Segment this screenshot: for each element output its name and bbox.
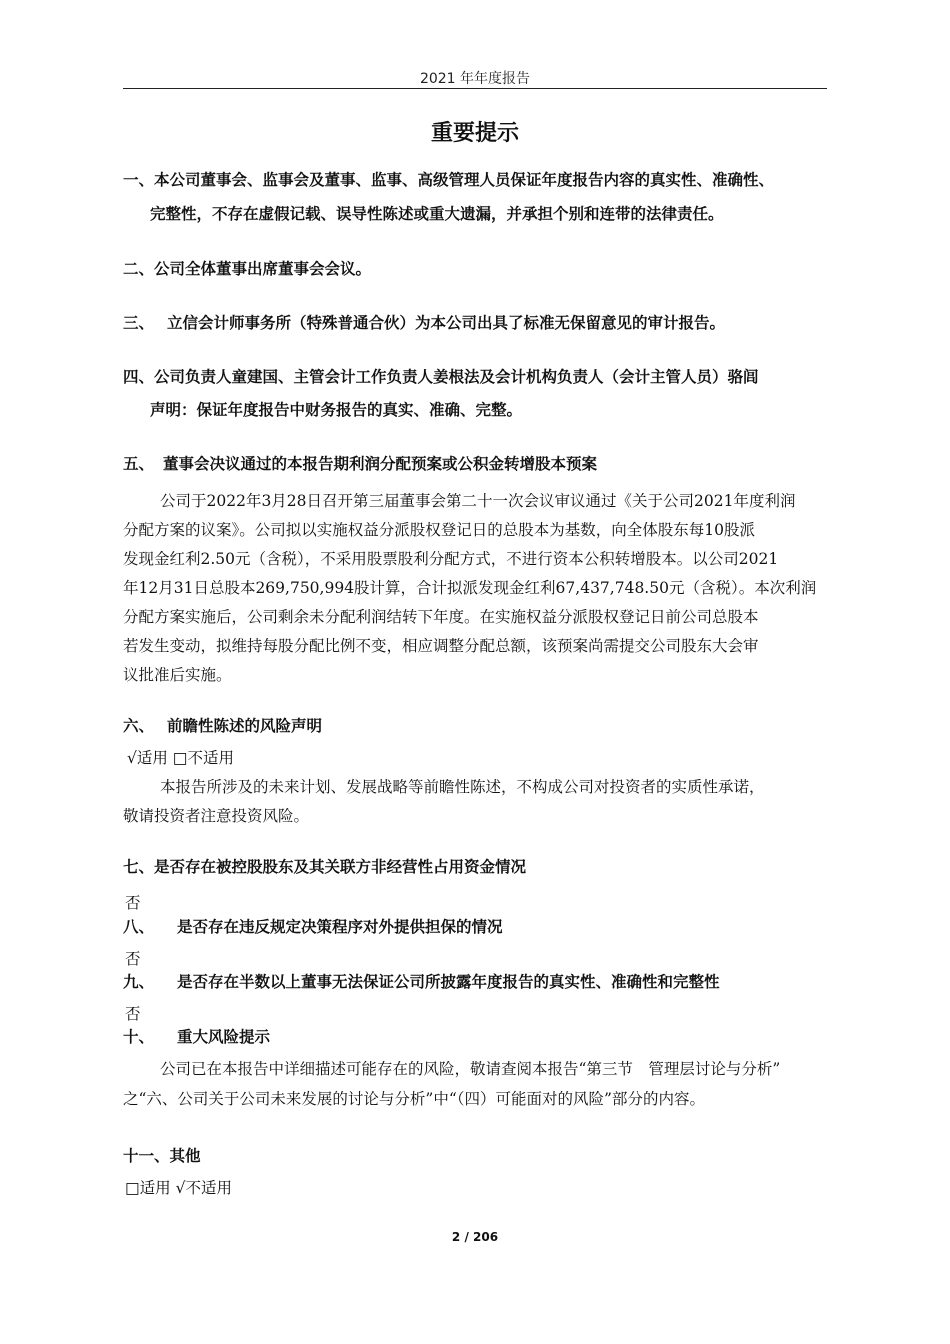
section-5-paragraph-line: 分配方案的议案》。公司拟以实施权益分派股权登记日的总股本为基数，向全体股东每10股派 [123,521,755,539]
section-5-paragraph-line: 发现金红利2.50元（含税），不采用股票股利分配方式，不进行资本公积转增股本。以公司2021 [123,550,779,568]
section-5-paragraph-line: 议批准后实施。 [123,666,232,684]
section-2: 二、公司全体董事出席董事会会议。 [123,260,372,278]
section-5-paragraph-line: 若发生变动，拟维持每股分配比例不变，相应调整分配总额，该预案尚需提交公司股东大会审 [123,637,759,655]
section-1-line-2: 完整性，不存在虚假记载、误导性陈述或重大遗漏，并承担个别和连带的法律责任。 [150,205,724,223]
section-9-number: 九、 [123,973,155,991]
section-10-paragraph-line: 之“六、公司关于公司未来发展的讨论与分析”中“（四）可能面对的风险”部分的内容。 [123,1090,705,1108]
section-5-paragraph-line: 分配方案实施后，公司剩余未分配利润结转下年度。在实施权益分派股权登记日前公司总股本 [123,608,759,626]
section-7-heading: 七、是否存在被控股股东及其关联方非经营性占用资金情况 [123,858,527,876]
section-1-line-1: 一、本公司董事会、监事会及董事、监事、高级管理人员保证年度报告内容的真实性、准确性、 [123,171,775,189]
section-4-line-1: 四、公司负责人童建国、主管会计工作负责人姜根法及会计机构负责人（会计主管人员）骆闾 [123,368,759,386]
section-3-text: 立信会计师事务所（特殊普通合伙）为本公司出具了标准无保留意见的审计报告。 [167,314,726,332]
running-header: 2021 年年度报告 [419,71,531,87]
section-7-answer: 否 [125,894,141,912]
section-5-paragraph-line: 年12月31日总股本269,750,994股计算，合计拟派发现金红利67,437,748.50元（含税）。本次利润 [123,579,817,597]
section-10-paragraph-line: 公司已在本报告中详细描述可能存在的风险，敬请查阅本报告“第三节 管理层讨论与分析” [160,1060,781,1078]
section-6-paragraph-line: 本报告所涉及的未来计划、发展战略等前瞻性陈述，不构成公司对投资者的实质性承诺， [160,778,765,796]
section-5-heading: 董事会决议通过的本报告期利润分配预案或公积金转增股本预案 [163,455,598,473]
section-8-heading: 是否存在违反规定决策程序对外提供担保的情况 [177,918,503,936]
section-10-number: 十、 [123,1028,155,1046]
section-6-applicability: √适用 □不适用 [127,749,234,767]
section-10-heading: 重大风险提示 [177,1028,271,1046]
section-5-number: 五、 [123,455,155,473]
page-title: 重要提示 [430,121,519,146]
section-5-paragraph-line: 公司于2022年3月28日召开第三届董事会第二十一次会议审议通过《关于公司2021年度利润 [160,492,796,510]
section-11-applicability: □适用 √不适用 [125,1179,232,1197]
section-6-heading: 前瞻性陈述的风险声明 [167,717,323,735]
section-6-number: 六、 [123,717,155,735]
section-9-answer: 否 [125,1005,141,1023]
header-rule [123,88,827,89]
section-8-number: 八、 [123,918,155,936]
section-3-number: 三、 [123,314,155,332]
section-11-heading: 十一、其他 [123,1147,201,1165]
page-number: 2 / 206 [451,1230,499,1244]
section-4-line-2: 声明：保证年度报告中财务报告的真实、准确、完整。 [150,401,523,419]
section-9-heading: 是否存在半数以上董事无法保证公司所披露年度报告的真实性、准确性和完整性 [177,973,720,991]
section-8-answer: 否 [125,950,141,968]
section-6-paragraph-line: 敬请投资者注意投资风险。 [123,807,310,825]
